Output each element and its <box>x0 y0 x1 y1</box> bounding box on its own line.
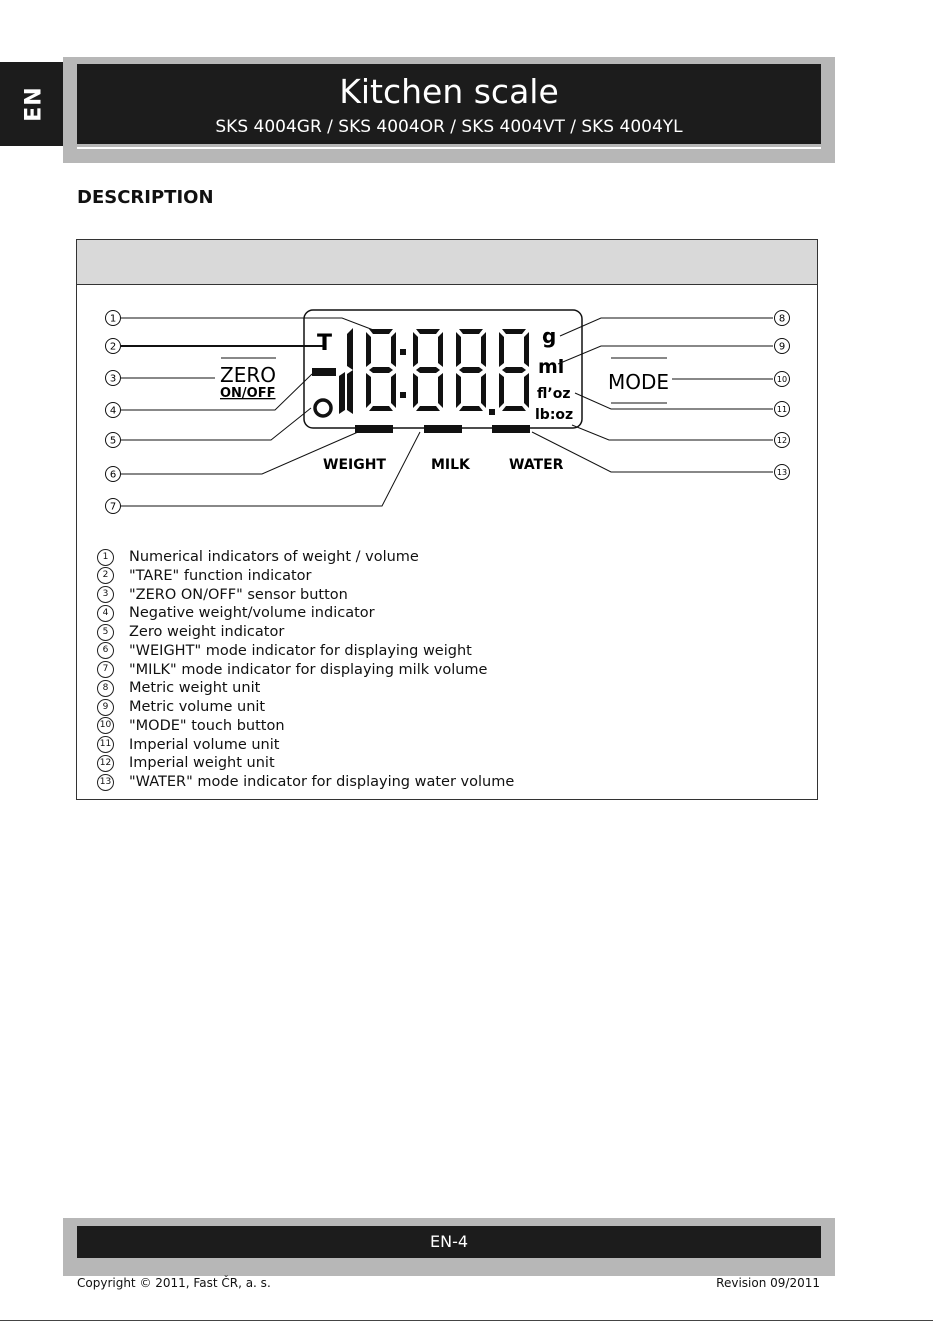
callout-7: 7 <box>109 501 117 513</box>
unit-lboz: lb:oz <box>535 407 574 423</box>
water-label: WATER <box>509 457 564 473</box>
weight-mode-bar <box>355 425 393 433</box>
legend-text: Metric volume unit <box>129 699 266 715</box>
callout-11: 11 <box>776 405 788 414</box>
unit-g: g <box>542 324 557 348</box>
callout-13: 13 <box>776 468 788 477</box>
digit-indicators <box>339 328 529 415</box>
mode-button-label: MODE <box>608 370 670 394</box>
legend-item <box>97 679 514 698</box>
page-number: EN-4 <box>77 1226 821 1258</box>
legend-number: 11 <box>97 736 114 753</box>
unit-ml: ml <box>538 356 565 378</box>
legend-text: Imperial volume unit <box>129 736 280 753</box>
legend-number: 13 <box>97 774 114 791</box>
legend-item <box>97 586 514 605</box>
legend-text: "ZERO ON/OFF" sensor button <box>129 586 348 603</box>
legend-number: 10 <box>97 717 114 734</box>
legend-number: 3 <box>97 586 114 603</box>
callout-6: 6 <box>109 469 117 481</box>
tare-symbol: T <box>317 331 333 356</box>
legend-text: "WEIGHT" mode indicator for displaying weight <box>129 642 472 659</box>
onoff-button-label: ON/OFF <box>220 386 276 401</box>
weight-label: WEIGHT <box>323 457 386 473</box>
callout-10: 10 <box>776 375 788 384</box>
water-mode-bar <box>492 425 530 433</box>
callout-5: 5 <box>109 435 117 447</box>
callout-2: 2 <box>109 341 117 353</box>
zero-onoff-button <box>220 358 276 401</box>
section-heading: DESCRIPTION <box>77 187 214 208</box>
legend-item <box>97 548 514 567</box>
legend-number: 7 <box>97 661 114 678</box>
legend-number: 12 <box>97 755 114 772</box>
zero-button-label: ZERO <box>220 363 276 387</box>
callout-4: 4 <box>109 405 117 417</box>
callout-1: 1 <box>109 313 117 325</box>
milk-label: MILK <box>431 457 470 473</box>
bottom-rule <box>0 1320 933 1321</box>
callouts-right <box>775 311 790 480</box>
milk-mode-bar <box>424 425 462 433</box>
legend-number: 8 <box>97 680 114 697</box>
legend-item <box>97 604 514 623</box>
legend-number: 5 <box>97 624 114 641</box>
legend-item <box>97 623 514 642</box>
mode-button <box>608 358 669 403</box>
copyright: Copyright © 2011, Fast ČR, a. s. <box>77 1276 271 1290</box>
legend-item <box>97 698 514 717</box>
revision: Revision 09/2011 <box>716 1276 820 1290</box>
legend-item <box>97 567 514 586</box>
legend-item <box>97 736 514 755</box>
legend-text: "WATER" mode indicator for displaying water volume <box>129 774 515 790</box>
legend-item <box>97 773 514 792</box>
legend-text: Negative weight/volume indicator <box>129 605 375 622</box>
legend-text: Imperial weight unit <box>129 755 275 772</box>
page-title: Kitchen scale <box>339 72 559 111</box>
callout-12: 12 <box>776 436 788 445</box>
legend-text: Metric weight unit <box>129 680 261 697</box>
model-list: SKS 4004GR / SKS 4004OR / SKS 4004VT / SKS 4004YL <box>215 117 683 137</box>
legend-number: 2 <box>97 567 114 584</box>
legend-number: 1 <box>97 549 114 566</box>
legend-text: Numerical indicators of weight / volume <box>129 549 419 565</box>
legend-text: "TARE" function indicator <box>129 567 312 584</box>
legend-item <box>97 661 514 680</box>
callouts-left <box>106 311 121 514</box>
callout-9: 9 <box>778 341 786 353</box>
legend-item <box>97 754 514 773</box>
legend-text: "MILK" mode indicator for displaying milk volume <box>129 661 488 678</box>
legend-number: 6 <box>97 642 114 659</box>
legend-number: 9 <box>97 699 114 716</box>
callout-8: 8 <box>778 313 786 325</box>
legend-list <box>97 548 514 792</box>
negative-indicator-bar <box>312 368 336 376</box>
unit-floz: fl’oz <box>537 386 571 402</box>
leader-lines <box>121 318 773 506</box>
legend-item <box>97 642 514 661</box>
legend-text: Zero weight indicator <box>129 624 285 640</box>
language-tab-label: EN <box>21 86 47 122</box>
zero-indicator-circle <box>315 400 331 416</box>
callout-3: 3 <box>109 373 117 385</box>
legend-text: "MODE" touch button <box>129 717 285 734</box>
legend-item <box>97 717 514 736</box>
legend-number: 4 <box>97 605 114 622</box>
